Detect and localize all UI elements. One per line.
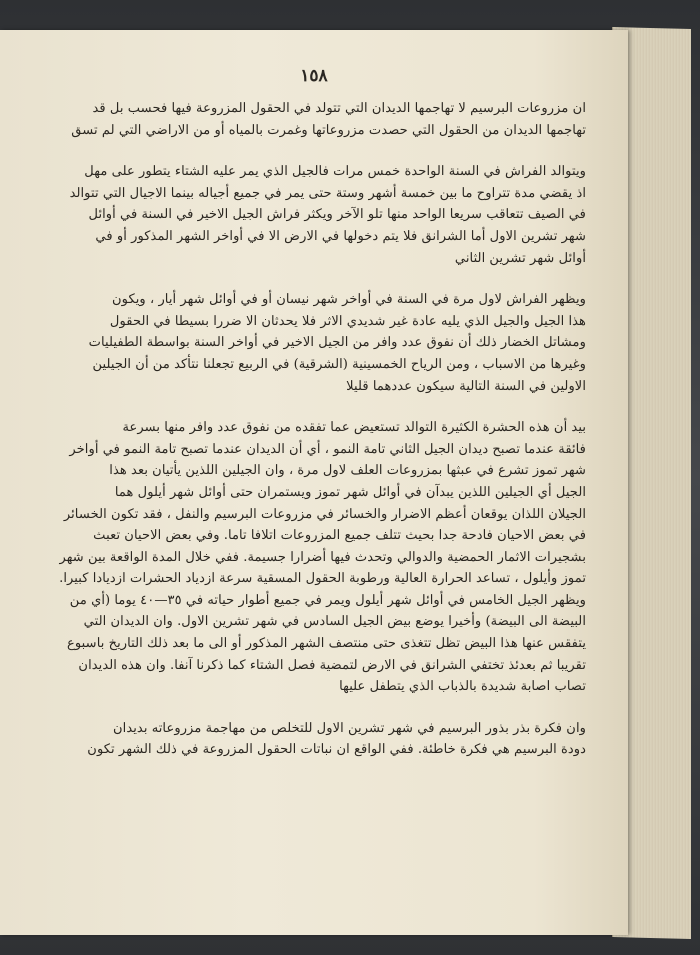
paragraph-5 bbox=[30, 718, 586, 761]
paragraph-3 bbox=[30, 289, 586, 397]
text-line: شهر تشرين الاول أما الشرانق فلا يتم دخولها في الارض الا في أواخر الشهر المذكور أو في bbox=[95, 228, 586, 244]
page-number: ١٥٨ bbox=[300, 66, 328, 86]
text-line: اذ يقضي مدة تتراوح ما بين خمسة أشهر وستة حتى يمر في جميع أجياله بينما الاجيال التي تتوالد bbox=[69, 185, 586, 201]
text-line: ويظهر الفراش لاول مرة في السنة في أواخر شهر نيسان أو في أوائل شهر أيار ، ويكون bbox=[111, 292, 586, 308]
book-page bbox=[0, 30, 628, 935]
paragraph-4 bbox=[30, 417, 586, 698]
text-line: تقريبا ثم بعدئذ تختفي الشرانق في الارض لتمضية فصل الشتاء كما ذكرنا آنفا. وان هذه الديدان bbox=[78, 657, 586, 673]
text-line: ويتوالد الفراش في السنة الواحدة خمس مرات فالجيل الذي يمر عليه الشتاء يتطور على مهل bbox=[84, 164, 586, 180]
text-line: الاولين في السنة التالية سيكون عددهما قليلا bbox=[346, 378, 586, 394]
text-line: ومشاتل الخضار ذلك أن نفوق عدد وافر من الجيل الاخير في أواخر السنة بواسطة الطفيليات bbox=[88, 335, 586, 351]
text-line: ان مزروعات البرسيم لا تهاجمها الديدان التي تتولد في الحقول المزروعة فيها فحسب بل قد bbox=[92, 101, 586, 116]
text-line: تصاب اصابة شديدة بالذباب الذي يتطفل عليها bbox=[339, 679, 586, 695]
text-line: البيضة الى البيضة) وأخيرا يوضع بيض الجيل السادس في شهر تشرين الاول. وان الديدان التي bbox=[83, 614, 586, 630]
text-line: الجيل أي الجيلين اللذين يبدآن في أوائل شهر تموز ويستمران حتى أوائل شهر أيلول هما bbox=[114, 484, 586, 500]
text-line: شهر تموز تشرع في عبثها بمزروعات العلف لاول مرة ، وان الجيلين اللذين يأتيان بعد هذا bbox=[109, 463, 586, 479]
text-line: بشجيرات الاثمار الحمضية والدوالي وتحدث فيها أضرارا جسيمة. ففي خلال المدة الواقعة بين شهر bbox=[59, 549, 586, 565]
text-line: في بعض الاحيان فادحة جدا بحيث تتلف جميع المزروعات اتلافا تاما. وفي بعض الاحيان تعبث bbox=[93, 528, 586, 544]
text-line: بيد أن هذه الحشرة الكثيرة التوالد تستعيض عما تفقده من نفوق عدد وافر منها بسرعة bbox=[122, 420, 586, 436]
text-line: تموز وأيلول ، تساعد الحرارة العالية ورطوبة الحقول المسقية سرعة ازدياد الحشرات ازديادا كبيرا. bbox=[59, 571, 586, 587]
text-line: في الصيف تتعاقب سريعا الواحد منها تلو الآخر ويكثر فراش الجيل الاخير في السنة في أوائل bbox=[88, 207, 586, 223]
paragraph-2 bbox=[30, 161, 586, 269]
paragraph-1 bbox=[30, 98, 586, 141]
text-line: هذا الجيل والجيل الذي يليه عادة غير شديدي الاثر فلا يحدثان الا ضررا بسيطا في الحقول bbox=[109, 313, 586, 329]
text-line: وان فكرة بذر بذور البرسيم في شهر تشرين الاول للتخلص من مهاجمة مزروعاته بديدان bbox=[112, 720, 586, 736]
text-line: تهاجمها الديدان من الحقول التي حصدت مزروعاتها وغمرت بالمياه أو من الاراضي التي لم تسق bbox=[71, 122, 586, 138]
text-line: ويظهر الجيل الخامس في أوائل شهر أيلول ويمر في جميع أطوار حياته في ٣٥—٤٠ يوما (أي من bbox=[69, 592, 586, 608]
text-line: فائقة عندما تصبح ديدان الجيل الثاني تامة النمو ، أي أن الديدان عندما تصبح تامة النمو في أواخر bbox=[69, 441, 586, 457]
text-line: وغيرها من الاسباب ، ومن الرياح الخمسينية (الشرقية) في الربيع تجعلنا نتأكد من أن الجيلين bbox=[92, 356, 586, 372]
text-line: يتفقس عنها هذا البيض تظل تتغذى حتى منتصف الشهر المذكور أو الى ما بعد ذلك التاريخ باسبوع bbox=[67, 636, 586, 652]
body-text bbox=[30, 98, 586, 781]
text-line: الجيلان اللذان يوقعان أعظم الاضرار والخسائر في مزروعات البرسيم والنفل ، فقد تكون الخسائر bbox=[63, 506, 586, 522]
text-line: دودة البرسيم هي فكرة خاطئة. ففي الواقع ان نباتات الحقول المزروعة في ذلك الشهر تكون bbox=[87, 742, 586, 758]
text-line: أوائل شهر تشرين الثاني bbox=[454, 250, 586, 266]
